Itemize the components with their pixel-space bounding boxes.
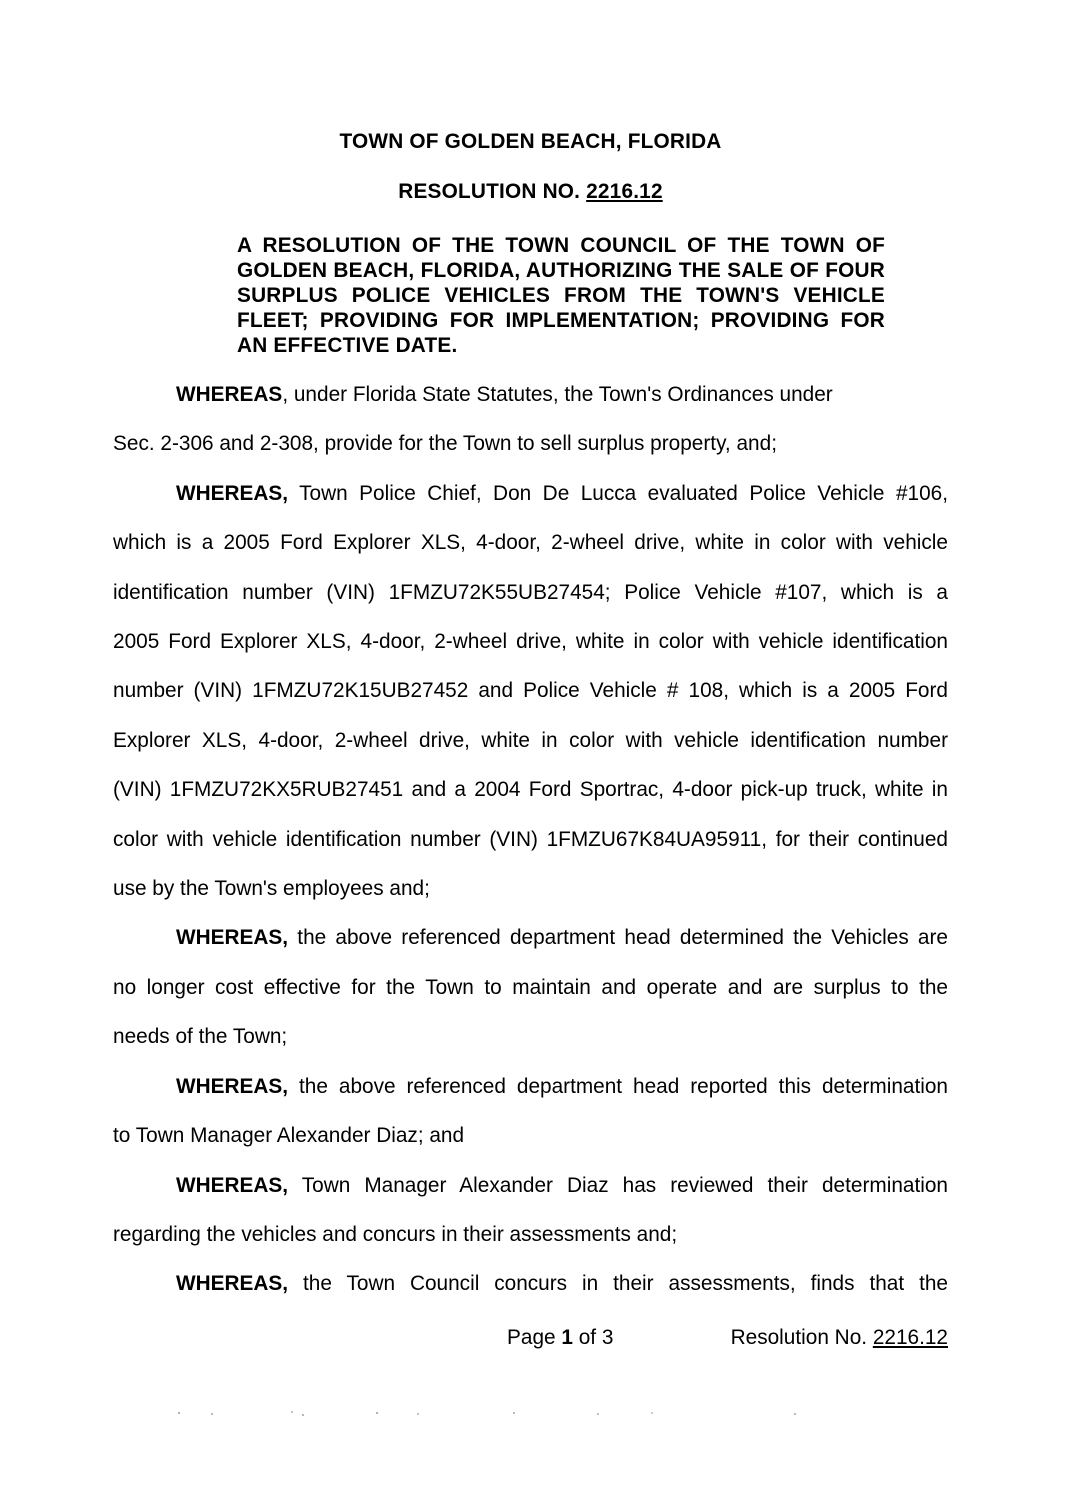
body-line: Explorer XLS, 4-door, 2-wheel drive, white in color with vehicle identification number [113, 728, 948, 752]
scan-dot [211, 1413, 213, 1415]
document-header-town: TOWN OF GOLDEN BEACH, FLORIDA [339, 130, 722, 153]
body-line: WHEREAS, the above referenced department head reported this determination [176, 1074, 948, 1098]
body-line: WHEREAS, Town Police Chief, Don De Lucca evaluated Police Vehicle #106, [176, 481, 948, 505]
whereas-lead: WHEREAS, [176, 926, 289, 950]
whereas-lead: WHEREAS [176, 383, 283, 406]
footer-resolution-number: 2216.12 [872, 1326, 948, 1349]
scan-dot [417, 1413, 419, 1415]
scan-dot [651, 1412, 653, 1414]
body-line: needs of the Town; [113, 1025, 288, 1049]
title-line: FLEET; PROVIDING FOR IMPLEMENTATION; PROVIDING FOR [237, 309, 885, 332]
footer-resolution-ref [731, 1326, 948, 1350]
body-line: WHEREAS, Town Manager Alexander Diaz has reviewed their determination [176, 1173, 948, 1197]
whereas-lead: WHEREAS, [176, 1074, 289, 1098]
title-line: A RESOLUTION OF THE TOWN COUNCIL OF THE TOWN OF [237, 234, 885, 257]
page-footer [113, 1326, 948, 1356]
body-line: regarding the vehicles and concurs in their assessments and; [113, 1222, 678, 1246]
title-line: SURPLUS POLICE VEHICLES FROM THE TOWN'S VEHICLE [237, 284, 885, 307]
body-line: WHEREAS, under Florida State Statutes, the Town's Ordinances under [176, 383, 833, 406]
resolution-number: 2216.12 [586, 180, 663, 203]
footer-resolution-label: Resolution No. [730, 1326, 873, 1349]
body-line: which is a 2005 Ford Explorer XLS, 4-door, 2-wheel drive, white in color with vehicle [113, 531, 948, 555]
scan-dot [597, 1413, 599, 1415]
resolution-label: RESOLUTION NO. [398, 180, 587, 203]
body-line: number (VIN) 1FMZU72K15UB27452 and Police Vehicle # 108, which is a 2005 Ford [113, 679, 948, 703]
whereas-lead: WHEREAS, [176, 1173, 289, 1197]
scan-dot [376, 1412, 378, 1414]
whereas-lead: WHEREAS, [176, 481, 289, 505]
body-line: Sec. 2-306 and 2-308, provide for the Town to sell surplus property, and; [113, 432, 777, 456]
title-line: AN EFFECTIVE DATE. [237, 334, 458, 357]
document-body [113, 370, 948, 1309]
document-header-resolution [113, 180, 948, 204]
body-line: (VIN) 1FMZU72KX5RUB27451 and a 2004 Ford Sportrac, 4-door pick-up truck, white in [113, 778, 948, 802]
scan-dot [794, 1413, 796, 1415]
scan-dot [513, 1412, 515, 1414]
body-line: use by the Town's employees and; [113, 877, 430, 901]
body-line: to Town Manager Alexander Diaz; and [113, 1124, 465, 1148]
scan-dot [178, 1412, 180, 1414]
resolution-title-block [237, 233, 885, 358]
page-number-value: 1 [561, 1326, 573, 1349]
page-number-prefix: Page [507, 1326, 562, 1349]
body-line: no longer cost effective for the Town to maintain and operate and are surplus to the [113, 975, 948, 999]
body-line: WHEREAS, the above referenced department head determined the Vehicles are [176, 926, 948, 950]
page-number-suffix: of 3 [572, 1326, 614, 1349]
scan-dot [302, 1414, 304, 1416]
body-line: color with vehicle identification number (VIN) 1FMZU67K84UA95911, for their continued [113, 827, 948, 851]
body-line: WHEREAS, the Town Council concurs in their assessments, finds that the [176, 1272, 948, 1296]
scan-dot [291, 1411, 293, 1413]
title-line: GOLDEN BEACH, FLORIDA, AUTHORIZING THE SALE OF FOUR [237, 259, 885, 282]
body-line: identification number (VIN) 1FMZU72K55UB27454; Police Vehicle #107, which is a [113, 580, 948, 604]
body-line: 2005 Ford Explorer XLS, 4-door, 2-wheel drive, white in color with vehicle identification [113, 630, 948, 654]
whereas-lead: WHEREAS, [176, 1272, 289, 1296]
page-number [507, 1326, 613, 1350]
